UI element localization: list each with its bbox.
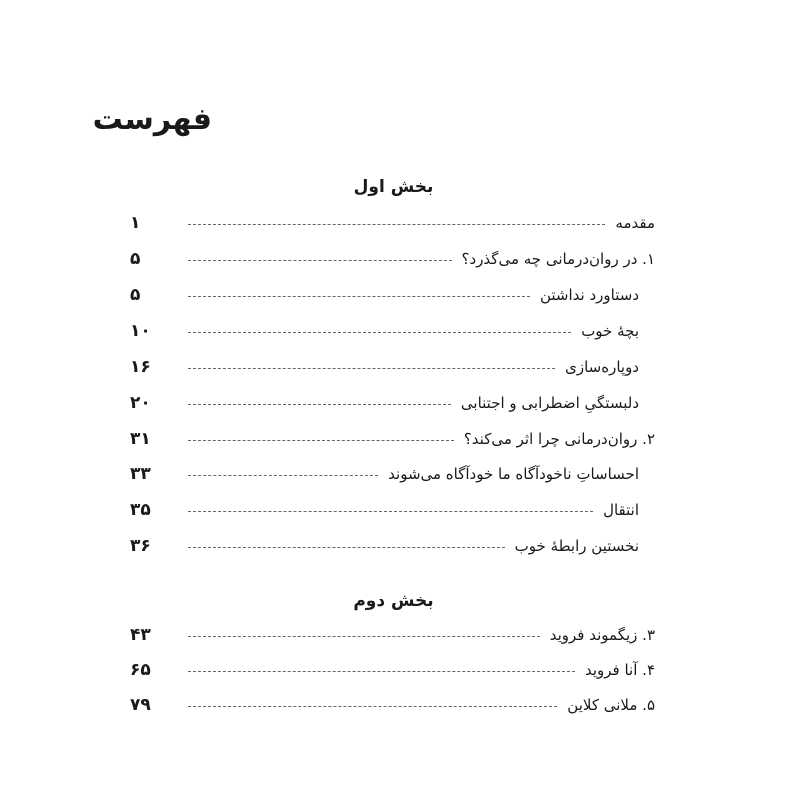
- section-heading: بخش اول: [353, 177, 434, 197]
- dot-leader: [188, 332, 571, 333]
- entry-title: دوپاره‌سازی: [565, 358, 639, 376]
- toc-entry[interactable]: [130, 657, 655, 683]
- section-heading: بخش دوم: [353, 591, 434, 611]
- dot-leader: [188, 671, 575, 672]
- entry-title: مقدمه: [615, 214, 655, 232]
- dot-leader: [188, 368, 555, 369]
- toc-entry[interactable]: [130, 692, 655, 718]
- entry-title: ۵. ملانی کلاین: [567, 696, 655, 714]
- entry-page-number: ۳۳: [130, 464, 151, 484]
- entry-title: نخستین رابطهٔ خوب: [514, 537, 639, 555]
- entry-page-number: ۴۳: [130, 625, 151, 645]
- entry-page-number: ۷۹: [130, 695, 151, 715]
- dot-leader: [188, 440, 454, 441]
- entry-title: ۴. آنا فروید: [584, 661, 655, 679]
- entry-page-number: ۶۵: [130, 660, 151, 680]
- entry-page-number: ۵: [130, 249, 141, 269]
- entry-title: انتقال: [603, 501, 639, 519]
- entry-title: ۳. زیگموند فروید: [549, 626, 655, 644]
- dot-leader: [188, 404, 451, 405]
- page-title: فهرست: [92, 102, 212, 137]
- toc-entry[interactable]: [130, 533, 655, 559]
- toc-entry[interactable]: [130, 390, 655, 416]
- dot-leader: [188, 475, 378, 476]
- entry-title: ۲. روان‌درمانی چرا اثر می‌کند؟: [463, 430, 655, 448]
- dot-leader: [188, 511, 593, 512]
- entry-page-number: ۳۱: [130, 429, 151, 449]
- entry-title: ۱. در روان‌درمانی چه می‌گذرد؟: [461, 250, 655, 268]
- entry-title: دستاورد نداشتن: [539, 286, 639, 304]
- toc-entry[interactable]: [130, 622, 655, 648]
- toc-entry[interactable]: [130, 210, 655, 236]
- dot-leader: [188, 224, 605, 225]
- entry-page-number: ۱: [130, 213, 141, 233]
- toc-entry[interactable]: [130, 461, 655, 487]
- entry-title: بچهٔ خوب: [581, 322, 639, 340]
- toc-entry[interactable]: [130, 246, 655, 272]
- entry-page-number: ۱۰: [130, 321, 151, 341]
- dot-leader: [188, 636, 540, 637]
- entry-title: دلبستگیِ اضطرابی و اجتنابی: [460, 394, 639, 412]
- dot-leader: [188, 706, 557, 707]
- toc-entry[interactable]: [130, 318, 655, 344]
- toc-entry[interactable]: [130, 426, 655, 452]
- dot-leader: [188, 260, 452, 261]
- entry-page-number: ۳۶: [130, 536, 151, 556]
- entry-page-number: ۳۵: [130, 500, 151, 520]
- dot-leader: [188, 296, 530, 297]
- entry-page-number: ۲۰: [130, 393, 151, 413]
- entry-page-number: ۱۶: [130, 357, 151, 377]
- entry-title: احساساتِ ناخودآگاه ما خودآگاه می‌شوند: [388, 465, 639, 483]
- entry-page-number: ۵: [130, 285, 141, 305]
- toc-entry[interactable]: [130, 354, 655, 380]
- dot-leader: [188, 547, 505, 548]
- toc-entry[interactable]: [130, 282, 655, 308]
- toc-entry[interactable]: [130, 497, 655, 523]
